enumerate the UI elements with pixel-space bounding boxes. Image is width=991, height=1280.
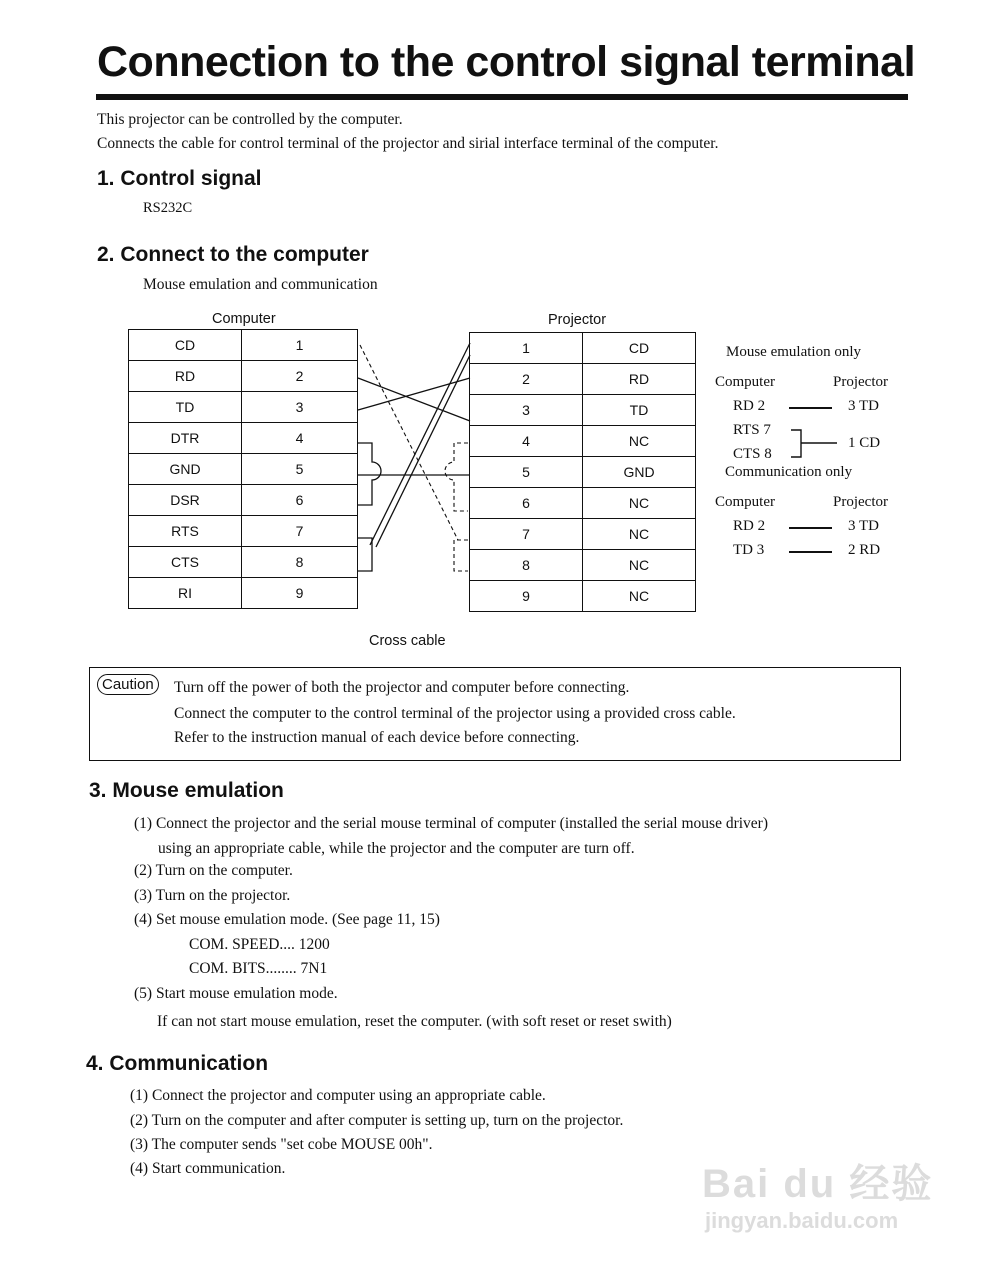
table-row [470,519,696,550]
legend-col-projector-2: Projector [833,494,888,510]
mouse-setting-speed: COM. SPEED.... 1200 [189,936,330,953]
legend-comm-td-right: 2 RD [848,542,881,558]
mouse-step: using an appropriate cable, while the projector and the computer are turn off. [158,840,635,857]
mouse-step: (3) Turn on the projector. [134,887,291,904]
wire-rts-to-cd [370,343,470,545]
section-2-heading: 2. Connect to the computer [97,243,369,266]
computer-signal: RTS [129,516,242,547]
computer-pin: 6 [242,485,358,516]
computer-signal: TD [129,392,242,423]
projector-signal: NC [583,488,696,519]
legend-col-projector: Projector [833,374,888,390]
mouse-setting-bits: COM. BITS........ 7N1 [189,960,328,977]
computer-pin: 1 [242,330,358,361]
table-row [470,550,696,581]
projector-pin: 9 [470,581,583,612]
table-row [470,364,696,395]
projector-pin: 8 [470,550,583,581]
computer-pin: 9 [242,578,358,609]
projector-signal: NC [583,426,696,457]
legend-connector [789,551,832,553]
projector-signal: NC [583,519,696,550]
legend-comm-rd-left: RD 2 [733,518,766,534]
computer-signal: CD [129,330,242,361]
section-1-heading: 1. Control signal [97,167,262,190]
computer-pin: 4 [242,423,358,454]
legend-rts-cts-bracket [789,427,841,461]
legend-mouse-rd-right: 3 TD [848,398,879,414]
legend-connector [789,407,832,409]
table-row [129,516,358,547]
computer-label: Computer [212,311,276,327]
table-row [129,485,358,516]
legend-comm-td-left: TD 3 [733,542,765,558]
computer-signal: GND [129,454,242,485]
loop-rts-cts [358,538,372,571]
comm-step: (1) Connect the projector and computer using an appropriate cable. [130,1087,546,1104]
table-row [470,581,696,612]
computer-pin: 8 [242,547,358,578]
table-row [470,426,696,457]
projector-signal: GND [583,457,696,488]
mouse-step: If can not start mouse emulation, reset the computer. (with soft reset or reset swith) [157,1013,672,1030]
projector-signal: TD [583,395,696,426]
table-row [470,457,696,488]
page-title: Connection to the control signal terminal [97,38,916,86]
legend-cts: CTS 8 [733,446,772,462]
computer-pin: 2 [242,361,358,392]
projector-label: Projector [548,312,607,328]
table-row [129,330,358,361]
table-row [129,578,358,609]
caution-tag: Caution [97,674,159,695]
table-row [470,395,696,426]
projector-signal: NC [583,550,696,581]
comm-step: (2) Turn on the computer and after computer is setting up, turn on the projector. [130,1112,624,1129]
projector-pin: 2 [470,364,583,395]
mouse-step: (4) Set mouse emulation mode. (See page 11, 15) [134,911,440,928]
projector-signal: NC [583,581,696,612]
mouse-step: (2) Turn on the computer. [134,862,293,879]
legend-mouse-rd-left: RD 2 [733,398,766,414]
legend-cd: 1 CD [848,435,881,451]
mouse-step: (1) Connect the projector and the serial mouse terminal of computer (installed the serial mouse driver) [134,815,768,832]
legend-rts: RTS 7 [733,422,771,438]
table-row [470,488,696,519]
watermark-brand: Bai du 经验 [702,1162,934,1206]
comm-step: (3) The computer sends "set cobe MOUSE 00h". [130,1136,433,1153]
control-signal-value: RS232C [143,200,193,216]
table-row [129,361,358,392]
projector-pin: 4 [470,426,583,457]
legend-col-computer: Computer [715,374,775,390]
computer-signal: CTS [129,547,242,578]
cable-label: Cross cable [369,633,446,649]
table-row [129,547,358,578]
section-4-heading: 4. Communication [86,1052,269,1075]
legend-mouse-title: Mouse emulation only [726,344,861,360]
computer-signal: RI [129,578,242,609]
wire-rd-to-td [358,378,470,421]
legend-col-computer-2: Computer [715,494,775,510]
section-3-heading: 3. Mouse emulation [89,779,284,802]
computer-signal: RD [129,361,242,392]
projector-pin: 7 [470,519,583,550]
loop-projector-nc [445,443,468,511]
projector-pin-table [469,332,696,612]
caution-line-3: Refer to the instruction manual of each device before connecting. [174,729,580,746]
wire-td-to-rd [358,378,470,410]
table-row [129,392,358,423]
computer-pin-table [128,329,358,609]
projector-signal: CD [583,333,696,364]
comm-step: (4) Start communication. [130,1160,286,1177]
computer-signal: DTR [129,423,242,454]
wire-cd-dotted [360,345,458,540]
projector-pin: 6 [470,488,583,519]
table-row [470,333,696,364]
table-row [129,423,358,454]
projector-pin: 5 [470,457,583,488]
legend-comm-title: Communication only [725,464,853,480]
title-underline [96,94,908,100]
intro-line-2: Connects the cable for control terminal of the projector and sirial interface terminal of the computer. [97,135,719,152]
projector-signal: RD [583,364,696,395]
computer-signal: DSR [129,485,242,516]
watermark-url: jingyan.baidu.com [705,1208,899,1233]
cross-cable-wiring [350,325,480,625]
computer-pin: 5 [242,454,358,485]
intro-line-1: This projector can be controlled by the computer. [97,111,403,128]
wire-cts-to-cd [376,355,470,547]
caution-line-2: Connect the computer to the control terminal of the projector using a provided cross cable. [174,705,736,722]
projector-pin: 1 [470,333,583,364]
legend-connector [789,527,832,529]
mouse-step: (5) Start mouse emulation mode. [134,985,338,1002]
computer-pin: 7 [242,516,358,547]
loop-projector-nc-2 [454,540,468,571]
projector-pin: 3 [470,395,583,426]
caution-line-1: Turn off the power of both the projector and computer before connecting. [174,679,630,696]
loop-dtr-dsr [358,443,381,505]
section-2-subtitle: Mouse emulation and communication [143,276,378,293]
legend-comm-rd-right: 3 TD [848,518,879,534]
computer-pin: 3 [242,392,358,423]
table-row [129,454,358,485]
